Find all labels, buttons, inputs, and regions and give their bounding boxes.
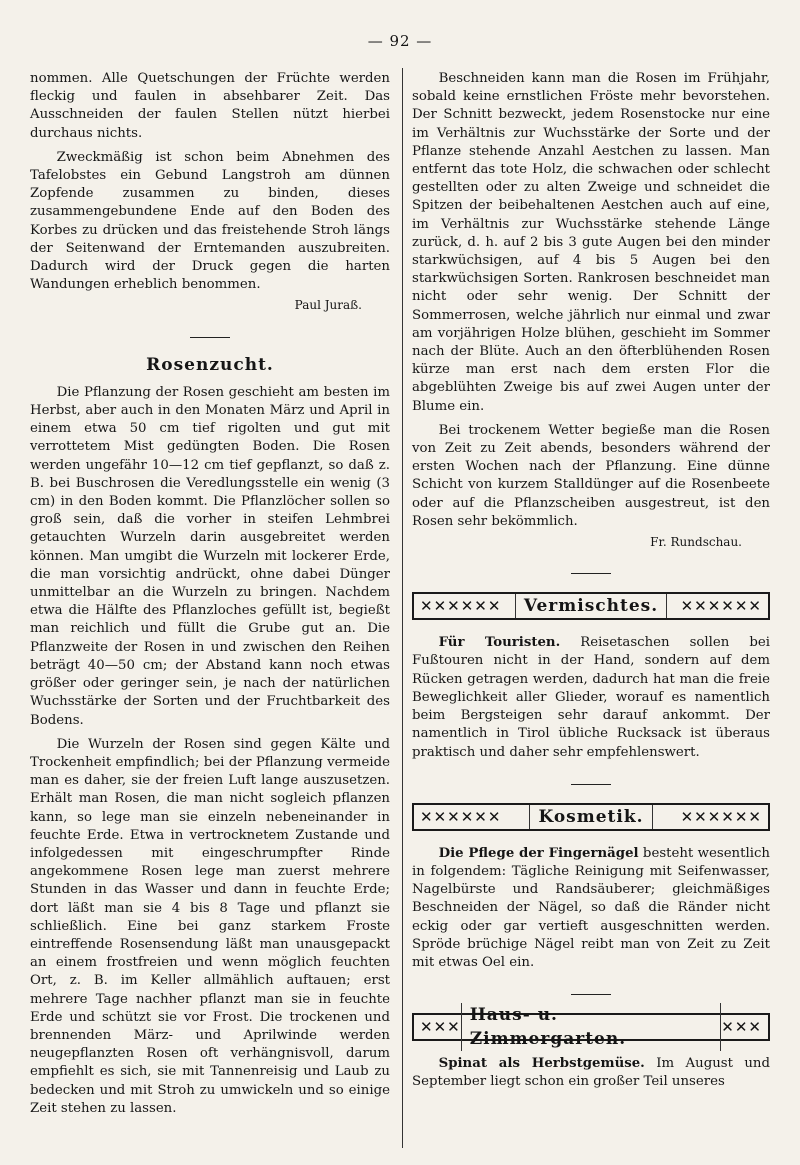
paragraph-tourists (412, 634, 770, 761)
paragraph-rose-roots: Die Wurzeln der Rosen sind gegen Kälte und Trockenheit empfindlich; bei der Pflanzung vermeide man es daher, sie der freien Luft lange auszusetzen. Erhält man Rosen, die man nicht sogleich pflanzen kann, so lege man sie einzeln nebeneinander in feuchte Erde. Etwa in vertrocknetem Zustande und infolgedessen mit eingeschrumpfter Rinde angekommene Rosen lege man zuerst mehrere Stunden in das Wasser und dann in feuchte Erde; dort läßt man sie 4 bis 8 Tage und pflanzt sie schließlich. Eine bei ganz starkem Froste eintreffende Rosensendung läßt man unausgepackt an einem frostfreien und wenn möglich feuchten Ort, z. B. im Keller allmählich auftauen; erst mehrere Tage nachher pflanzt man sie in feuchte Erde und schützt sie vor Frost. Die trockenen und brennenden März- und Aprilwinde werden neugepflanzten Rosen oft verhängnisvoll, darum empfiehlt es sich, sie mit Tannenreisig und Laub zu bedecken und mit Stroh zu umwickeln und so einige Zeit stehen zu lassen. (30, 736, 390, 1116)
page-number: — 92 — (367, 32, 433, 50)
heading-rosenzucht: Rosenzucht. (146, 354, 274, 375)
paragraph-fruit-end: nommen. Alle Quetschungen der Früchte werden fleckig und faulen in absehbarer Zeit. Das Ausschneiden der faulen Stellen nützt hierbei durchaus nichts. (30, 71, 390, 141)
section-box-kosmetik (412, 803, 770, 831)
text-spinach: Im August und September liegt schon ein großer Teil unseres (412, 1056, 771, 1090)
lead-spinach: Spinat als Herbstgemüse. (438, 1056, 645, 1072)
section-box-zimmergarten (412, 1005, 770, 1050)
section-title-zimmergarten: Haus- u. Zimmergarten. (461, 1003, 722, 1051)
ornament-right: ✕✕✕✕✕✕ (680, 597, 762, 616)
section-title-vermischtes: Vermischtes. (515, 594, 667, 618)
paragraph-fingernails (412, 845, 770, 972)
ornament-left: ✕✕✕✕✕✕ (420, 597, 502, 616)
column-separator (402, 68, 403, 1148)
ornament-left: ✕✕✕✕✕✕ (420, 807, 502, 826)
paragraph-spinach (412, 1055, 770, 1091)
ornament-left: ✕✕✕ (420, 1018, 461, 1037)
paragraph-rose-watering: Bei trockenem Wetter begieße man die Rosen von Zeit zu Zeit abends, besonders während der ersten Wochen nach der Pflanzung. Eine dünne Schicht von kurzem Stalldünger auf die Rosenbeete oder auf die Pflanzscheiben ausgestreut, ist den Rosen sehr bekömmlich. (412, 422, 770, 529)
section-divider (571, 994, 611, 995)
lead-tourists: Für Touristen. (438, 635, 561, 651)
text-tourists: Reisetaschen sollen bei Fußtouren nicht in der Hand, sondern auf dem Rücken getragen werden, dadurch hat man die freie Beweglichkeit aller Glieder, worauf es namentlich beim Bergsteigen sehr darauf ankommt. Der namentlich in Tirol übliche Rucksack ist überaus praktisch und daher sehr empfehlenswert. (412, 635, 771, 760)
ornament-right: ✕✕✕✕✕✕ (680, 807, 762, 826)
section-box-vermischtes (412, 592, 770, 620)
paragraph-rose-pruning: Beschneiden kann man die Rosen im Frühjahr, sobald keine ernstlichen Fröste mehr bevorstehen. Der Schnitt bezweckt, jedem Rosenstocke nur eine im Verhältnis zur Wuchsstärke der Sorte und der Pflanze stehende Anzahl Aestchen zu lassen. Man entfernt das tote Holz, die schwachen oder schlecht gestellten oder zu alten Zweige und schneidet die Spitzen der beibehaltenen Aestchen auch auf eine, im Verhältnis zur Wuchsstärke stehende Länge zurück, d. h. auf 2 bis 3 gute Augen bei den minder starkwüchsigen, auf 4 bis 5 Augen bei den starkwüchsigen Sorten. Rankrosen beschneidet man nicht oder sehr wenig. Der Schnitt der Sommerrosen, welche jährlich nur einmal und zwar am vorjährigen Holze blühen, geschieht im Sommer nach der Blüte. Auch an den öfterblühenden Rosen kürze man erst nach dem ersten Flor die abgeblühten Zweige bis auf zwei Augen unter der Blume ein. (412, 71, 770, 414)
author-rundschau: Fr. Rundschau. (650, 535, 742, 550)
lead-fingernails: Die Pflege der Fingernägel (438, 845, 639, 861)
author-jurass: Paul Juraß. (294, 298, 362, 313)
section-divider (571, 573, 611, 574)
section-title-kosmetik: Kosmetik. (529, 805, 652, 829)
section-divider (190, 337, 230, 338)
left-column (30, 70, 390, 1118)
ornament-right: ✕✕✕ (721, 1018, 762, 1037)
text-fingernails: besteht wesentlich in folgendem: Tägliche Reinigung mit Seifenwasser, Nagelbürste und Randsäuberer; gleichmäßiges Beschneiden der Nägel, so daß die Ränder nicht eckig oder gar vertieft ausgeschnitten werden. Spröde brüchige Nägel reibt man von Zeit zu Zeit mit etwas Oel ein. (412, 845, 770, 970)
section-divider (571, 784, 611, 785)
paragraph-straw: Zweckmäßig ist schon beim Abnehmen des Tafelobstes ein Gebund Langstroh am dünnen Zopfende zusammen zu binden, dieses zusammengebundene Ende auf den Boden des Korbes zu drücken und das freistehende Stroh längs der Seitenwand der Erntemanden auszubreiten. Dadurch wird der Druck gegen die harten Wandungen erheblich benommen. (30, 149, 390, 293)
right-column (412, 70, 770, 1092)
paragraph-rose-planting: Die Pflanzung der Rosen geschieht am besten im Herbst, aber auch in den Monaten März und April in einem etwa 50 cm tief rigolten und gut mit verrottetem Mist gedüngten Boden. Die Rosen werden ungefähr 10—12 cm tief gepflanzt, so daß z. B. bei Buschrosen die Veredlungsstelle ein wenig (3 cm) in den Boden kommt. Die Pflanzlöcher sollen so groß sein, daß die vorher in steifen Lehmbrei getauchten Wurzeln darin ausgebreitet werden können. Man umgibt die Wurzeln mit lockerer Erde, die man vorsichtig andrückt, ohne dabei Dünger unmittelbar an die Wurzeln zu bringen. Nachdem etwa die Hälfte des Pflanzloches gefüllt ist, begießt man reichlich und füllt die Grube gut an. Die Pflanzweite der Rosen in und zwischen den Reihen beträgt 40—50 cm; der Abstand kann noch etwas größer oder geringer sein, je nach der natürlichen Wuchsstärke der Sorten und der Fruchtbarkeit des Bodens. (30, 384, 390, 728)
